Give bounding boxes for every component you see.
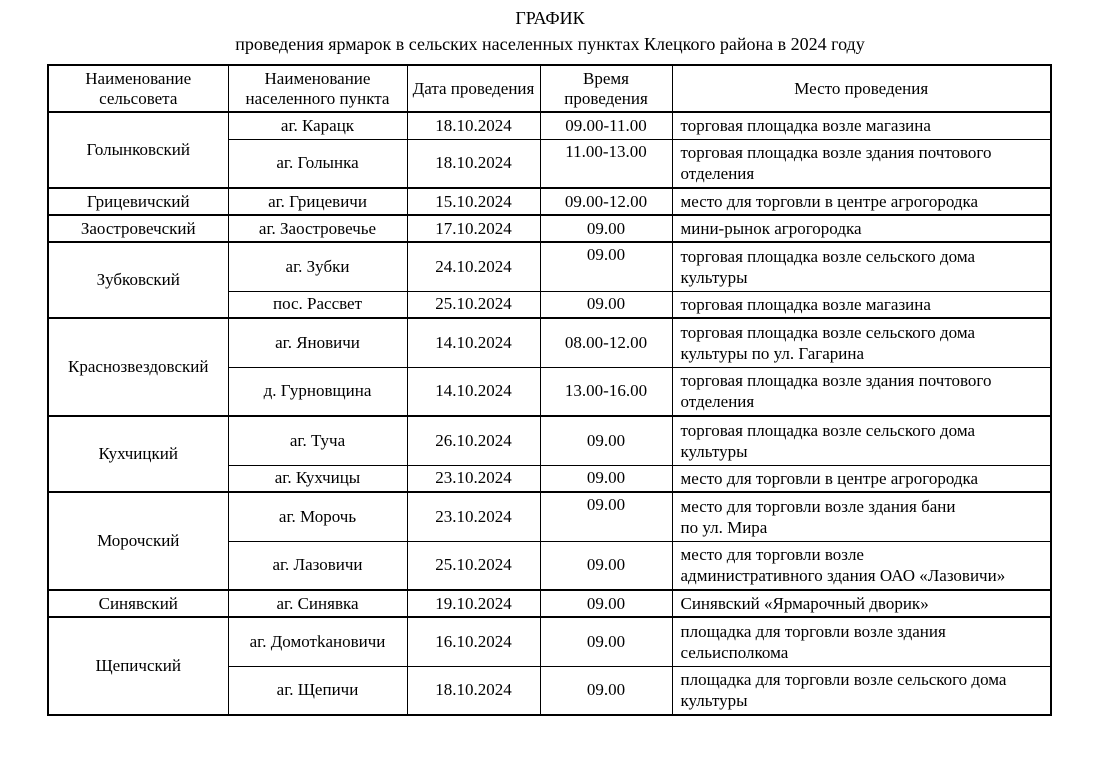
council-name: Кухчицкий <box>48 416 228 492</box>
council-name: Заостровечский <box>48 215 228 242</box>
fair-date: 26.10.2024 <box>407 416 540 465</box>
table-row <box>48 112 1051 139</box>
fair-schedule-table <box>47 64 1052 716</box>
table-row <box>48 492 1051 541</box>
council-group <box>48 215 1051 242</box>
header-settlement: Наименование населенного пункта <box>228 65 407 112</box>
fair-place <box>672 541 1051 590</box>
fair-date: 19.10.2024 <box>407 590 540 617</box>
fair-place: место для торговли в центре агрогородка <box>672 188 1051 215</box>
fair-time: 09.00 <box>540 492 672 541</box>
fair-time: 09.00 <box>540 416 672 465</box>
settlement-name: аг. Грицевичи <box>228 188 407 215</box>
council-group <box>48 590 1051 617</box>
council-group <box>48 112 1051 188</box>
fair-time: 09.00-12.00 <box>540 188 672 215</box>
fair-time: 11.00-13.00 <box>540 139 672 188</box>
fair-date: 25.10.2024 <box>407 291 540 318</box>
fair-time: 09.00 <box>540 666 672 715</box>
fair-date: 18.10.2024 <box>407 112 540 139</box>
fair-date: 15.10.2024 <box>407 188 540 215</box>
header-place: Место проведения <box>672 65 1051 112</box>
settlement-name: аг. Морочь <box>228 492 407 541</box>
fair-date: 18.10.2024 <box>407 139 540 188</box>
council-name: Грицевичский <box>48 188 228 215</box>
fair-time: 09.00 <box>540 465 672 492</box>
table-row <box>48 242 1051 291</box>
settlement-name: аг. Синявка <box>228 590 407 617</box>
fair-time: 09.00 <box>540 215 672 242</box>
table-row <box>48 617 1051 666</box>
council-group <box>48 492 1051 590</box>
fair-date: 14.10.2024 <box>407 367 540 416</box>
settlement-name: аг. Голынка <box>228 139 407 188</box>
fair-date: 18.10.2024 <box>407 666 540 715</box>
council-name: Синявский <box>48 590 228 617</box>
settlement-name: аг. Заостровечье <box>228 215 407 242</box>
fair-place-line: место для торговли возле <box>680 545 864 565</box>
fair-place <box>672 492 1051 541</box>
document-title: ГРАФИК <box>515 8 585 28</box>
table-row <box>48 590 1051 617</box>
header-date: Дата проведения <box>407 65 540 112</box>
fair-time: 09.00 <box>540 541 672 590</box>
settlement-name: аг. Карацк <box>228 112 407 139</box>
fair-place: площадка для торговли возле сельского дома культуры <box>672 666 1051 715</box>
settlement-name: пос. Рассвет <box>228 291 407 318</box>
council-group <box>48 188 1051 215</box>
table-row <box>48 188 1051 215</box>
fair-date: 14.10.2024 <box>407 318 540 367</box>
settlement-name: д. Гурновщина <box>228 367 407 416</box>
fair-time: 09.00 <box>540 242 672 291</box>
fair-date: 23.10.2024 <box>407 492 540 541</box>
fair-date: 16.10.2024 <box>407 617 540 666</box>
fair-time: 13.00-16.00 <box>540 367 672 416</box>
fair-place-line: место для торговли возле здания бани <box>680 496 956 516</box>
fair-place: торговая площадка возле магазина <box>672 112 1051 139</box>
settlement-name: аг. Туча <box>228 416 407 465</box>
table-header-row <box>48 65 1051 112</box>
header-council: Наименование сельсовета <box>48 65 228 112</box>
fair-time: 09.00 <box>540 617 672 666</box>
council-group <box>48 617 1051 715</box>
fair-time: 08.00-12.00 <box>540 318 672 367</box>
fair-date: 23.10.2024 <box>407 465 540 492</box>
header-time: Время проведения <box>540 65 672 112</box>
council-group <box>48 242 1051 318</box>
table-row <box>48 215 1051 242</box>
council-name: Морочский <box>48 492 228 590</box>
council-name: Щепичский <box>48 617 228 715</box>
table-row <box>48 318 1051 367</box>
fair-date: 17.10.2024 <box>407 215 540 242</box>
fair-place-line: административного здания ОАО «Лазовичи» <box>680 566 1006 586</box>
fair-date: 24.10.2024 <box>407 242 540 291</box>
settlement-name: аг. Щепичи <box>228 666 407 715</box>
table-row <box>48 416 1051 465</box>
fair-place: мини-рынок агрогородка <box>672 215 1051 242</box>
settlement-name: аг. Домотkановичи <box>228 617 407 666</box>
fair-place: торговая площадка возле здания почтового отделения <box>672 367 1051 416</box>
fair-place: торговая площадка возле сельского дома культуры <box>672 242 1051 291</box>
fair-date: 25.10.2024 <box>407 541 540 590</box>
fair-place: Синявский «Ярмарочный дворик» <box>672 590 1051 617</box>
settlement-name: аг. Лазовичи <box>228 541 407 590</box>
fair-time: 09.00-11.00 <box>540 112 672 139</box>
fair-time: 09.00 <box>540 590 672 617</box>
settlement-name: аг. Зубки <box>228 242 407 291</box>
fair-place: торговая площадка возле магазина <box>672 291 1051 318</box>
council-name: Голынковский <box>48 112 228 188</box>
settlement-name: аг. Кухчицы <box>228 465 407 492</box>
council-name: Краснозвездовский <box>48 318 228 416</box>
settlement-name: аг. Яновичи <box>228 318 407 367</box>
council-group <box>48 318 1051 416</box>
fair-place-line: по ул. Мира <box>680 517 768 537</box>
fair-time: 09.00 <box>540 291 672 318</box>
council-name: Зубковский <box>48 242 228 318</box>
fair-place: торговая площадка возле сельского дома культуры <box>672 416 1051 465</box>
fair-place: место для торговли в центре агрогородка <box>672 465 1051 492</box>
fair-place: площадка для торговли возле здания сельисполкома <box>672 617 1051 666</box>
fair-place: торговая площадка возле сельского дома культуры по ул. Гагарина <box>672 318 1051 367</box>
council-group <box>48 416 1051 492</box>
document-subtitle: проведения ярмарок в сельских населенных пунктах Клецкого района в 2024 году <box>235 34 865 54</box>
fair-place: торговая площадка возле здания почтового отделения <box>672 139 1051 188</box>
